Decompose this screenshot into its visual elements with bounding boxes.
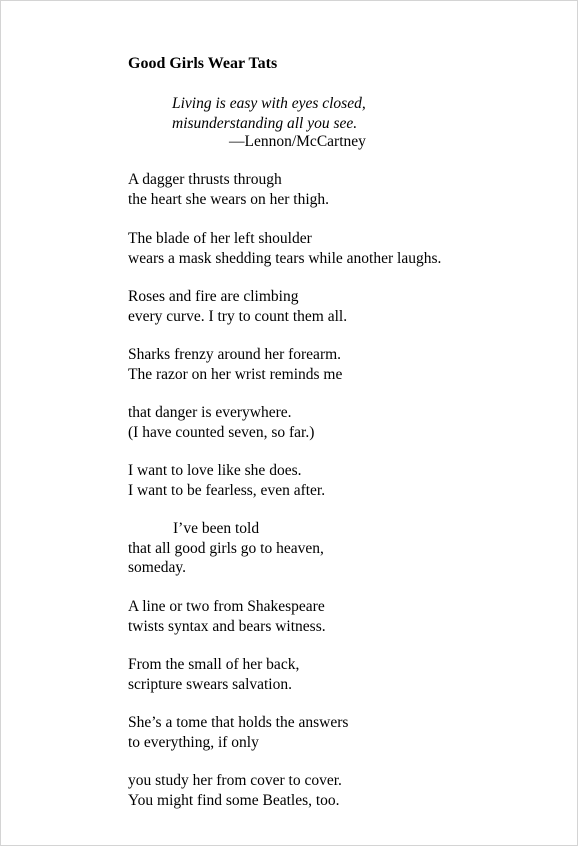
stanza — [128, 519, 324, 578]
poem-line: twists syntax and bears witness. — [128, 617, 326, 635]
poem-line: You might find some Beatles, too. — [128, 791, 340, 809]
poem-line: to everything, if only — [128, 733, 259, 751]
poem-line: scripture swears salvation. — [128, 675, 292, 693]
poem-line: the heart she wears on her thigh. — [128, 190, 330, 208]
poem-title: Good Girls Wear Tats — [128, 55, 278, 72]
poem-line: Roses and fire are climbing — [128, 288, 299, 305]
poem-line: (I have counted seven, so far.) — [128, 423, 315, 441]
epigraph — [172, 94, 366, 133]
poem-line: I’ve been told — [173, 520, 260, 537]
stanza — [128, 229, 441, 268]
stanza — [128, 713, 348, 752]
epigraph-attribution: —Lennon/McCartney — [229, 133, 366, 150]
poem-line: every curve. I try to count them all. — [128, 307, 348, 325]
stanza — [128, 345, 342, 384]
stanza — [128, 655, 299, 694]
stanza — [128, 170, 329, 209]
stanza — [128, 287, 347, 326]
poem-line: that danger is everywhere. — [128, 404, 292, 421]
poem-line: She’s a tome that holds the answers — [128, 714, 349, 731]
poem-line: wears a mask shedding tears while another laughs. — [128, 249, 442, 267]
poem-line: I want to love like she does. — [128, 462, 302, 479]
poem-line: A line or two from Shakespeare — [128, 598, 325, 615]
stanza — [128, 461, 325, 500]
poem-line: The razor on her wrist reminds me — [128, 365, 343, 383]
stanza — [128, 597, 326, 636]
poem-line: A dagger thrusts through — [128, 171, 282, 188]
stanza — [128, 771, 342, 810]
epigraph-line: Living is easy with eyes closed, — [172, 95, 366, 112]
poem-line: I want to be fearless, even after. — [128, 481, 326, 499]
poem-line: that all good girls go to heaven, — [128, 539, 324, 557]
poem-line: From the small of her back, — [128, 656, 300, 673]
poem-line: Sharks frenzy around her forearm. — [128, 346, 342, 363]
stanza — [128, 403, 314, 442]
poem-line: The blade of her left shoulder — [128, 230, 312, 247]
poem-line: someday. — [128, 559, 186, 576]
poem-line: you study her from cover to cover. — [128, 772, 342, 789]
epigraph-line: misunderstanding all you see. — [172, 114, 358, 132]
